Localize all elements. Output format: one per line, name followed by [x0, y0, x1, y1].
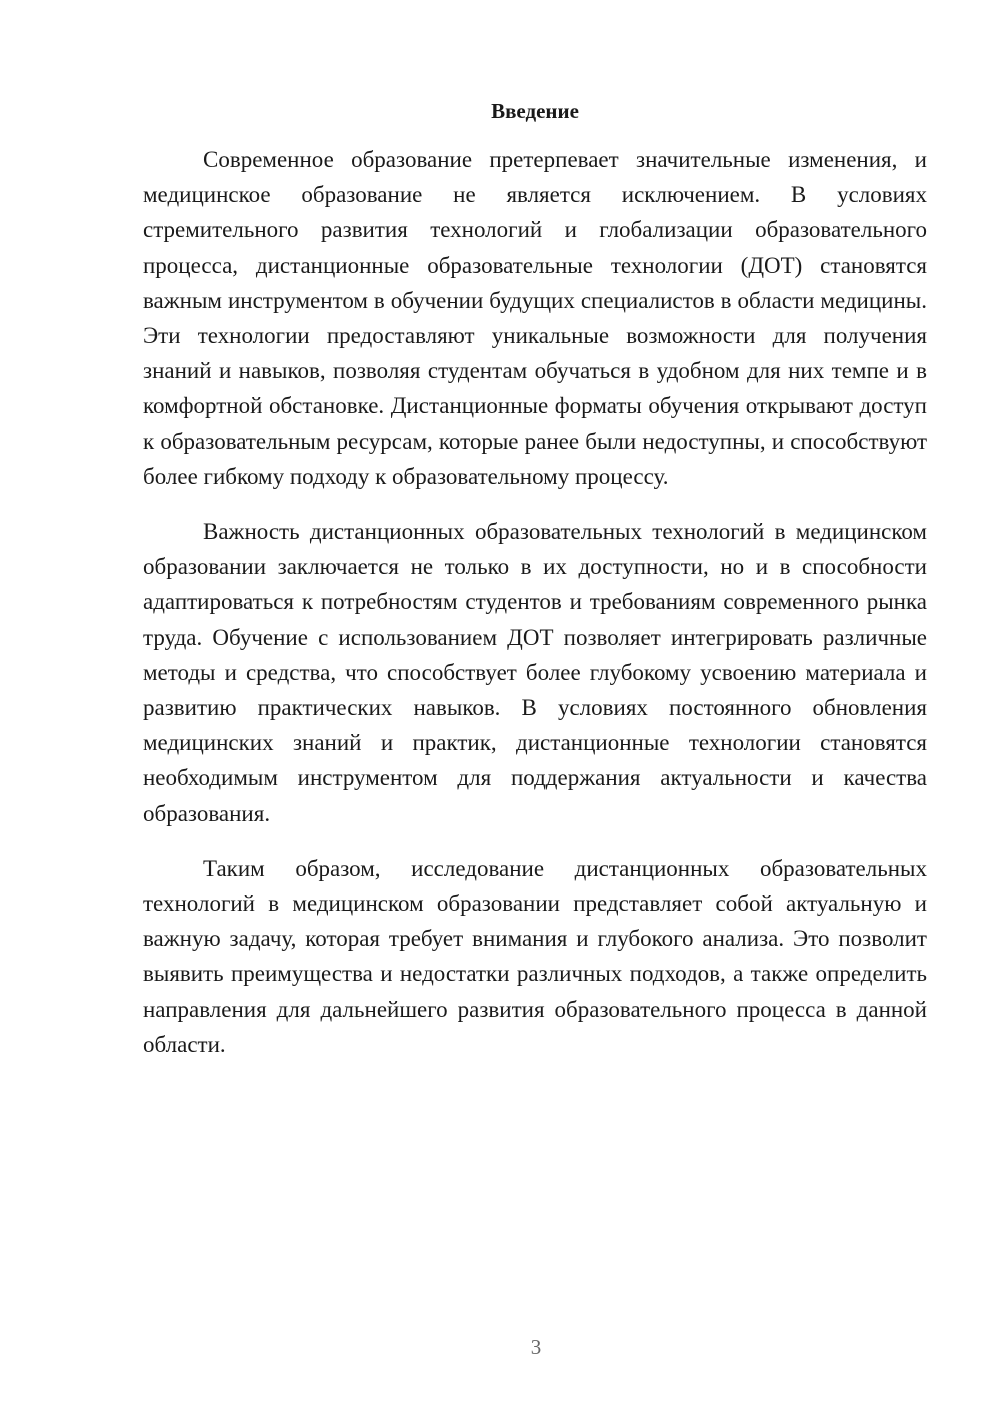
- document-body: [143, 142, 927, 1082]
- page-number: 3: [530, 1335, 542, 1359]
- page-title: Введение: [491, 99, 579, 123]
- paragraph-1: Современное образование претерпевает значительные изменения, и медицинское образование не является исключением. В условиях стремительного развития технологий и глобализации образовательного процесса, дистанционные образовательные технологии (ДОТ) становятся важным инструментом в обучении будущих специалистов в области медицины. Эти технологии предоставляют уникальные возможности для получения знаний и навыков, позволяя студентам обучаться в удобном для них темпе и в комфортной обстановке. Дистанционные форматы обучения открывают доступ к образовательным ресурсам, которые ранее были недоступны, и способствуют более гибкому подходу к образовательному процессу.: [143, 147, 927, 489]
- paragraph-3: Таким образом, исследование дистанционных образовательных технологий в медицинском образовании представляет собой актуальную и важную задачу, которая требует внимания и глубокого анализа. Это позволит выявить преимущества и недостатки различных подходов, а также определить направления для дальнейшего развития образовательного процесса в данной области.: [143, 855, 927, 1057]
- paragraph-2: Важность дистанционных образовательных технологий в медицинском образовании заключается не только в их доступности, но и в способности адаптироваться к потребностям студентов и требованиям современного рынка труда. Обучение с использованием ДОТ позволяет интегрировать различные методы и средства, что способствует более глубокому усвоению материала и развитию практических навыков. В условиях постоянного обновления медицинских знаний и практик, дистанционные технологии становятся необходимым инструментом для поддержания актуальности и качества образования.: [143, 519, 927, 826]
